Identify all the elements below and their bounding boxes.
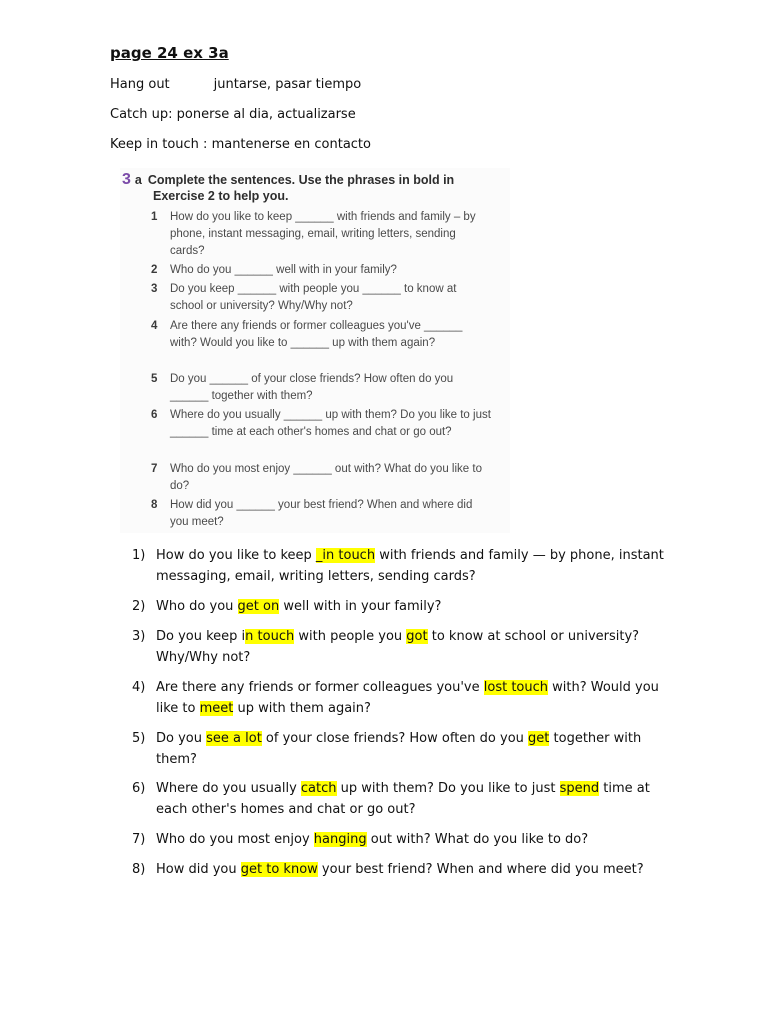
answer-item: [110, 545, 670, 587]
answer-text-part: together with them?: [156, 731, 642, 767]
answer-text-part: up with them again?: [233, 701, 371, 716]
answer-text-part: Who do you: [156, 599, 238, 614]
answer-text-part: Where do you usually: [156, 781, 301, 796]
answer-text-part: well with in your family?: [279, 599, 442, 614]
answer-text-part: with people you: [294, 629, 407, 644]
exercise-item: [152, 209, 492, 260]
exercise-item-number: 8: [151, 499, 158, 511]
exercise-letter: a: [134, 173, 142, 187]
vocab-term: Hang out: [110, 77, 170, 92]
answer-item: [110, 626, 670, 668]
answer-text-part: up with them? Do you like to just: [336, 781, 560, 796]
answer-item: [110, 859, 670, 880]
vocab-line-keep-in-touch: Keep in touch : mantenerse en contacto: [110, 137, 371, 152]
exercise-instruction-2: Exercise 2 to help you.: [153, 189, 289, 203]
answer-text-part: with? Would you like to: [156, 680, 659, 716]
exercise-item: [152, 497, 492, 531]
textbook-exercise-image: [120, 168, 510, 533]
answer-text-part: Are there any friends or former colleagues you've: [156, 680, 484, 695]
answer-number: 6): [132, 781, 146, 796]
answer-text: [110, 728, 670, 770]
answer-item: [110, 677, 670, 719]
answer-text: [110, 859, 670, 880]
exercise-item-number: 3: [151, 283, 158, 295]
exercise-item-number: 1: [151, 211, 158, 223]
answer-text-part: time at each other's homes and chat or go out?: [156, 781, 650, 817]
highlighted-answer: get to know: [240, 862, 318, 877]
exercise-instruction-1: Complete the sentences. Use the phrases in bold in: [147, 173, 455, 187]
exercise-number: 3: [122, 171, 131, 188]
vocab-meaning: juntarse, pasar tiempo: [213, 77, 362, 92]
vocab-line-catch-up: Catch up: ponerse al dia, actualizarse: [110, 107, 356, 122]
exercise-item-number: 4: [151, 320, 158, 332]
answer-number: 3): [132, 629, 146, 644]
highlighted-answer: lost touch: [483, 680, 548, 695]
highlighted-answer: get: [528, 731, 550, 746]
answer-text-part: How do you like to keep: [156, 548, 316, 563]
exercise-item-text: Do you ______ of your close friends? How often do you ______ together with them?: [170, 373, 454, 402]
exercise-item: [152, 262, 492, 279]
exercise-item-text: Do you keep ______ with people you ______ to know at school or university? Why/Why not?: [170, 283, 457, 312]
exercise-item: [152, 407, 492, 441]
answer-text-part: Who do you most enjoy: [156, 832, 314, 847]
exercise-item: [152, 281, 492, 315]
answer-item: [110, 728, 670, 770]
answer-number: 4): [132, 680, 146, 695]
vocab-line-hang-out: [110, 77, 361, 92]
highlighted-answer: get on: [237, 599, 280, 614]
exercise-item-text: Are there any friends or former colleagues you've ______ with? Would you like to ______ up with them again?: [170, 320, 463, 349]
exercise-item-text: How do you like to keep ______ with friends and family – by phone, instant messaging, email, writing letters, sending cards?: [170, 211, 476, 257]
highlighted-answer: _in touch: [315, 548, 376, 563]
answer-text: [110, 626, 670, 668]
answer-text: [110, 829, 670, 850]
answer-text: [110, 596, 670, 617]
answer-text-part: Do you: [156, 731, 207, 746]
answer-item: [110, 778, 670, 820]
answer-text-part: to know at school or university? Why/Why not?: [156, 629, 640, 665]
exercise-item-text: Who do you most enjoy ______ out with? What do you like to do?: [170, 463, 482, 492]
exercise-item: [152, 371, 492, 405]
exercise-item-number: 2: [151, 264, 158, 276]
highlighted-answer: catch: [300, 781, 337, 796]
exercise-item-number: 6: [151, 409, 158, 421]
answer-text: [110, 778, 670, 820]
answer-text-part: out with? What do you like to do?: [366, 832, 589, 847]
answer-item: [110, 829, 670, 850]
exercise-item: [152, 461, 492, 495]
exercise-item-text: Where do you usually ______ up with them? Do you like to just ______ time at each other's homes and chat or go out?: [170, 409, 491, 438]
highlighted-answer: meet: [199, 701, 234, 716]
answer-text-part: Do you keep i: [156, 629, 246, 644]
exercise-heading: [122, 172, 502, 204]
answer-text-part: of your close friends? How often do you: [261, 731, 529, 746]
answer-number: 5): [132, 731, 146, 746]
answer-number: 7): [132, 832, 146, 847]
answer-text-part: with friends and family — by phone, instant messaging, email, writing letters, sending cards?: [156, 548, 664, 584]
exercise-item-number: 5: [151, 373, 158, 385]
answer-text-part: How did you: [156, 862, 241, 877]
answer-item: [110, 596, 670, 617]
exercise-item-text: How did you ______ your best friend? When and where did you meet?: [170, 499, 473, 528]
page-title: page 24 ex 3a: [110, 44, 229, 62]
answer-number: 1): [132, 548, 146, 563]
exercise-item: [152, 318, 492, 352]
highlighted-answer: hanging: [313, 832, 367, 847]
highlighted-answer: got: [406, 629, 428, 644]
highlighted-answer: see a lot: [206, 731, 262, 746]
answer-number: 8): [132, 862, 146, 877]
exercise-item-text: Who do you ______ well with in your family?: [170, 264, 397, 276]
highlighted-answer: spend: [559, 781, 600, 796]
answer-text-part: your best friend? When and where did you meet?: [317, 862, 644, 877]
highlighted-answer: n touch: [245, 629, 295, 644]
exercise-item-number: 7: [151, 463, 158, 475]
answer-text: [110, 545, 670, 587]
answer-text: [110, 677, 670, 719]
answer-number: 2): [132, 599, 146, 614]
